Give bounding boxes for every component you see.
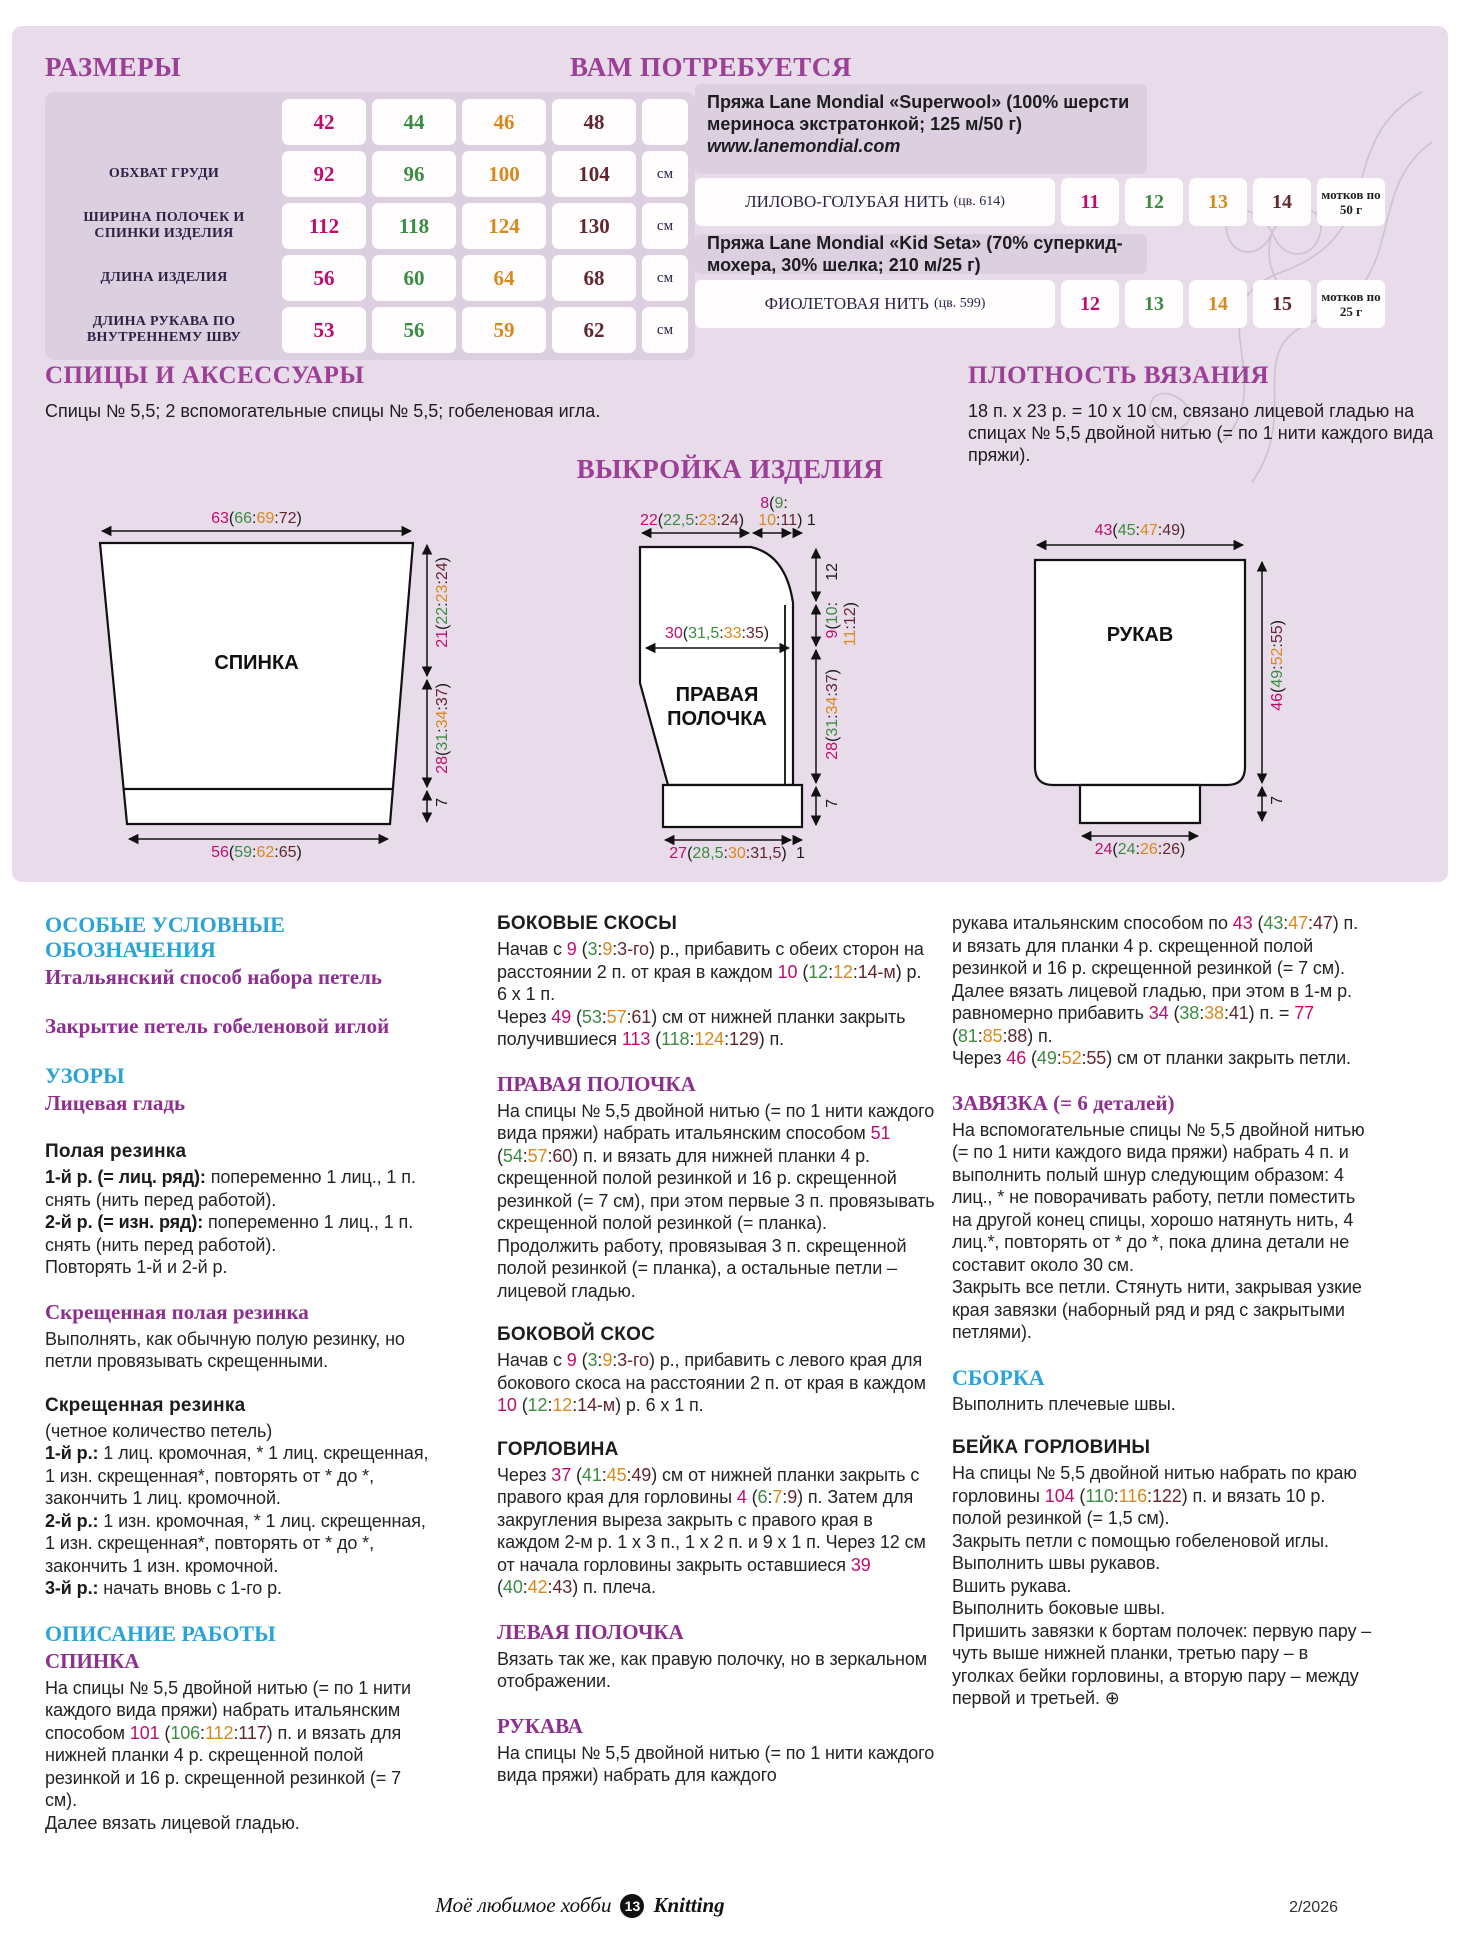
text-segment: 113 [621,1029,651,1049]
text-segment: 14-м [577,1395,616,1415]
needles-section-title: СПИЦЫ И АКСЕССУАРЫ [45,362,365,389]
unit-cell: см [642,307,688,353]
text-segment: 24 [1117,841,1136,858]
size-value: 68 [552,255,636,301]
text-segment: 1-й р.: [45,1443,99,1463]
text-segment: 31,5 [688,625,720,642]
size-value: 62 [552,307,636,353]
text-segment: 37 [824,674,841,693]
column-heading: СБОРКА [952,1364,1045,1390]
column-paragraph: Через 46 (49:52:55) см от планки закрыть петли. [952,1048,1351,1068]
size-value: 64 [462,255,546,301]
column-paragraph: Вязать так же, как правую полочку, но в зеркальном отображении. [497,1648,928,1691]
text-segment: 69 [256,510,275,527]
table-row [52,203,688,249]
yarn-description [695,84,1147,174]
column-heading: БОКОВЫЕ СКОСЫ [497,913,678,934]
text-segment: 30 [664,625,683,642]
text-segment: 57 [606,1006,627,1027]
front-neck-measure-line2: 10:11) 1 [758,512,816,529]
front-top-measure: 22(22,5:23:24) [639,512,745,529]
text-segment: 24 [1094,841,1113,858]
row-label: ШИРИНА ПОЛОЧЕК И СПИНКИ ИЗДЕЛИЯ [83,210,245,241]
size-value: 130 [552,203,636,249]
text-segment: 110 [1085,1485,1114,1506]
text-segment: 1-й р. (= лиц. ряд): [45,1167,206,1187]
sizes-header-row [52,99,688,145]
text-segment: 2-й р.: [45,1510,99,1531]
spacer [952,1415,1372,1436]
text-segment: 12 [808,961,829,982]
spacer [45,1373,437,1394]
sleeve-schematic [1030,520,1330,865]
spacer [952,1344,1372,1365]
skein-unit: мотков по 25 г [1317,280,1385,328]
size-value: 118 [372,203,456,249]
spacer [45,993,437,1014]
size-value: 42 [282,99,366,145]
text-segment: 34 [1148,1003,1169,1023]
text-segment: 39 [850,1554,871,1575]
sizes-header-label [52,99,276,145]
text-segment: 3-го [617,939,649,959]
text-segment: 6 [757,1487,768,1507]
text-segment: 129 [728,1029,759,1049]
yarn-website-url: www.lanemondial.com [707,136,901,156]
skein-count: 12 [1125,178,1183,226]
sleeve-top-measure: 43(45:47:49) [1094,522,1186,539]
text-segment: 31 [824,718,841,737]
column-paragraph: На спицы № 5,5 двойной нитью (= по 1 нити каждого вида пряжи) набрать итальянским способом 51 (54:57:60) п. и вязать для нижней планки 4 р. скрещенной полой резинкой и 16 р. скрещенной резинкой (= 7 см), при этом первые 3 п. провязывать скрещенной полой резинкой (= планка). [497,1100,935,1233]
text-segment: 116 [1118,1485,1148,1506]
column-paragraph: Далее вязать лицевой гладью. [45,1812,300,1833]
text-segment: 47 [1288,913,1308,933]
needles-text: Спицы № 5,5; 2 вспомогательные спицы № 5,5; гобеленовая игла. [45,401,601,421]
back-bottom-measure: 56(59:62:65) [211,844,302,861]
text-segment: 3 [587,939,598,959]
column-paragraph: 3-й р.: начать вновь с 1-го р. [45,1578,282,1598]
size-value: 46 [462,99,546,145]
sleeve-piece-outline [1035,560,1245,785]
table-row [52,255,688,301]
text-segment: 49 [1162,522,1181,539]
column-paragraph: Выполнить боковые швы. [952,1598,1166,1618]
text-segment: 49 [631,1464,652,1485]
column-paragraph: Повторять 1-й и 2-й р. [45,1257,228,1277]
spacer [952,1070,1372,1091]
row-label: ОБХВАТ ГРУДИ [108,166,220,181]
size-value: 56 [282,255,366,301]
back-top-measure: 63(66:69:72) [211,510,302,527]
text-segment: 10 [758,512,777,529]
text-segment: 34 [434,710,451,729]
size-value: 112 [282,203,366,249]
size-value: 96 [372,151,456,197]
text-segment: 11 [780,512,798,529]
skein-count: 13 [1189,178,1247,226]
right-front-schematic [628,495,878,867]
skein-count: 12 [1061,280,1119,328]
text-segment: 35 [745,625,764,642]
text-segment: 23 [434,584,451,603]
text-segment: 8 [760,495,770,512]
text-segment: 88 [1007,1025,1028,1046]
yarn-description-text: Пряжа Lane Mondial «Kid Seta» (70% суперкид-мохера, 30% шелка; 210 м/25 г) [707,233,1123,275]
unit-cell: см [642,255,688,301]
text-segment: 43 [1232,913,1253,933]
text-segment: 45 [1117,522,1136,539]
text-segment: 72 [278,510,297,527]
text-segment: 62 [256,844,275,861]
yarn-amount-row [695,280,1385,328]
text-segment: 43 [552,1577,573,1597]
front-hem-band [663,785,802,827]
text-segment: 11 [842,629,859,647]
text-segment: 106 [170,1722,201,1743]
text-segment: 55 [1269,625,1286,644]
text-segment: 118 [661,1029,690,1049]
text-segment: 117 [238,1722,267,1743]
text-column-3 [952,912,1372,1710]
text-segment: 9 [602,1350,613,1370]
size-value: 56 [372,307,456,353]
unit-cell: см [642,151,688,197]
row-label: ДЛИНА РУКАВА ПО ВНУТРЕННЕМУ ШВУ [86,314,242,345]
column-paragraph: Закрыть все петли. Стянуть нити, закрывая узкие края завязки (наборный ряд и ряд с закрытыми петлями). [952,1277,1362,1342]
skein-count: 14 [1253,178,1311,226]
column-paragraph: Далее вязать лицевой гладью, при этом в 1-м р. равномерно прибавить 34 (38:38:41) п. = 77 (81:85:88) п. [952,980,1352,1046]
text-segment: 9 [787,1487,798,1507]
materials-section-title: ВАМ ПОТРЕБУЕТСЯ [570,52,852,82]
spacer [45,1042,437,1063]
sizes-section-title: РАЗМЕРЫ [45,52,182,82]
color-name: ФИОЛЕТОВАЯ НИТЬ [764,294,929,313]
column-paragraph: Через 37 (41:45:49) см от нижней планки закрыть с правого края для горловины 4 (6:7:9) п. Затем для закругления выреза закрыть с правого края в каждом 2-м р. 1 х 3 п., 1 х 2 п. и 9 х 1 п. Через 12 см от начала горловины закрыть оставшиеся 39 (40:42:43) п. плеча. [497,1464,926,1597]
text-segment: 4 [736,1487,747,1507]
text-segment: 3-го [617,1350,649,1370]
size-value: 100 [462,151,546,197]
size-value: 60 [372,255,456,301]
text-segment: 41 [1228,1003,1249,1023]
skein-count: 15 [1253,280,1311,328]
back-armhole-measure: 21(22:23:24) [434,557,451,648]
column-paragraph: 2-й р. (= изн. ряд): попеременно 1 лиц., 1 п. снять (нить перед работой). [45,1212,414,1255]
text-segment: 85 [982,1025,1003,1046]
column-heading: ПРАВАЯ ПОЛОЧКА [497,1071,696,1096]
spacer [497,1599,935,1620]
column-paragraph: 2-й р.: 1 изн. кромочная, * 1 лиц. скрещенная, 1 изн. скрещенная*, повторять от * до *, закончить 1 изн. кромочной. [45,1510,426,1576]
text-segment: 12 [527,1395,548,1415]
cuff-height-measure: 7 [1269,796,1286,805]
text-segment: 53 [581,1006,602,1027]
text-segment: 37 [434,688,451,707]
back-schematic-drawing [55,513,465,873]
text-segment: 42 [527,1577,548,1597]
text-segment: 23 [698,512,717,529]
column-paragraph: Продолжить работу, провязывая 3 п. скрещенной полой резинкой (= планка), а остальные петли – лицевой гладью. [497,1235,907,1301]
size-value: 59 [462,307,546,353]
spacer [45,1600,437,1621]
table-row [52,151,688,197]
column-heading: УЗОРЫ [45,1063,125,1088]
text-segment: 43 [1094,522,1113,539]
front-bottom-measure: 27(28,5:30:31,5) [669,845,787,862]
text-segment: 34 [824,696,841,715]
sleeve-bottom-measure: 24(24:26:26) [1094,841,1186,858]
text-segment: 65 [278,844,297,861]
text-segment: 54 [502,1145,523,1166]
row-label: ДЛИНА ИЗДЕЛИЯ [100,270,228,285]
text-segment: 24 [434,562,451,581]
text-segment: 22,5 [663,512,695,529]
text-segment: 43 [1263,913,1284,933]
front-piece-outline [640,547,793,785]
text-segment: 9 [824,629,841,639]
text-segment: 122 [1151,1485,1182,1506]
column-paragraph: На спицы № 5,5 двойной нитью (= по 1 нити каждого вида пряжи) набрать итальянским способом 101 (106:112:117) п. и вязать для нижней планки 4 р. скрещенной полой резинкой и 16 р. скрещенной резинкой (= 7 см). [45,1677,411,1810]
column-paragraph: Выполнять, как обычную полую резинку, но петли провязывать скрещенными. [45,1328,405,1371]
text-segment: 3-й р.: [45,1578,99,1598]
color-name: ЛИЛОВО-ГОЛУБАЯ НИТЬ [745,192,949,211]
text-segment: 60 [552,1145,573,1166]
column-paragraph: Пришить завязки к бортам полочек: первую пару – чуть выше нижней планки, третью пару – в уголках бейки горловины, а вторую пару – между первой и третьей. ⊕ [952,1620,1372,1708]
text-segment: 37 [551,1464,572,1485]
text-column-2 [497,912,935,1787]
column-heading: Итальянский способ набора петель [45,965,382,989]
gauge-text: 18 п. x 23 р. = 10 x 10 см, связано лицевой гладью на спицах № 5,5 двойной нитью (= по 1 нити каждого вида пряжи). [968,401,1434,465]
text-segment: 14-м [857,961,896,982]
column-paragraph: 1-й р.: 1 лиц. кромочная, * 1 лиц. скрещенная, 1 изн. скрещенная*, повторять от * до *, закончить 1 лиц. кромочной. [45,1443,429,1508]
column-paragraph: Выполнить швы рукавов. [952,1553,1161,1573]
text-segment: 31 [434,732,451,751]
text-segment: 9 [566,939,577,959]
back-schematic [55,510,465,873]
text-segment: 12 [832,961,853,982]
size-value: 53 [282,307,366,353]
text-segment: 3 [587,1350,598,1370]
text-segment: 28 [434,755,451,774]
text-column-1 [45,912,437,1834]
spacer [45,1119,437,1140]
column-heading: РУКАВА [497,1713,583,1738]
text-segment: 10 [777,961,798,982]
column-heading: ГОРЛОВИНА [497,1438,619,1460]
text-segment: 57 [527,1145,548,1166]
issue-number-badge: 13 [620,1894,644,1918]
spacer [497,1302,935,1323]
text-segment: 63 [211,510,229,527]
column-heading: Лицевая гладь [45,1091,186,1115]
front-armhole-measure-line1: 9(10: [824,602,841,639]
column-paragraph: Начав с 9 (3:9:3-го) р., прибавить с левого края для бокового скоса на расстоянии 2 п. от края в каждом 10 (12:12:14-м) р. 6 х 1 п. [497,1350,926,1415]
column-paragraph: рукава итальянским способом по 43 (43:47:47) п. и вязать для планки 4 р. скрещенной полой резинкой и 16 р. скрещенной резинкой (= 7 см). [952,913,1359,978]
column-paragraph: Через 49 (53:57:61) см от нижней планки закрыть получившиеся 113 (118:124:129) п. [497,1006,906,1049]
yarn-amount-row [695,178,1385,226]
front-armhole-measure-line2: 11:12) [842,602,859,647]
size-value: 124 [462,203,546,249]
back-piece-outline [100,543,413,824]
yarn-color-name [695,178,1055,226]
text-segment: 45 [606,1464,627,1485]
spacer [497,1051,935,1072]
magazine-name: Моё любимое хобби [435,1893,612,1917]
text-segment: 52 [1269,647,1286,666]
text-segment: 40 [502,1577,523,1597]
color-shade: (цв. 599) [933,296,986,311]
spacer [45,1279,437,1300]
text-segment: 27 [669,845,688,862]
column-paragraph: Начав с 9 (3:9:3-го) р., прибавить с обеих сторон на расстоянии 2 п. от края в каждом 10 (12:12:14-м) р. 6 х 1 п. [497,939,924,1004]
top-info-panel [12,26,1448,882]
front-neck-depth-measure: 12 [824,563,841,581]
skein-unit: мотков по 50 г [1317,178,1385,226]
column-heading: ОСОБЫЕ УСЛОВНЫЕ ОБОЗНАЧЕНИЯ [45,912,285,962]
text-segment: 10 [824,606,841,625]
size-value: 104 [552,151,636,197]
back-piece-label: СПИНКА [214,652,299,674]
text-segment: 104 [1044,1485,1075,1506]
text-segment: 49 [1036,1048,1057,1068]
sleeve-cuff [1080,785,1200,823]
column-paragraph: 1-й р. (= лиц. ряд): попеременно 1 лиц., 1 п. снять (нить перед работой). [45,1167,416,1210]
column-heading: БОКОВОЙ СКОС [497,1324,655,1345]
column-paragraph: На вспомогательные спицы № 5,5 двойной нитью (= по 1 нити каждого вида пряжи) набрать 4 п. и выполнить полый шнур следующим образом: 4 лиц., * не поворачивать работу, петли поместить на другой конец спицы, хорошо натянуть нить, 4 лиц.*, повторять от * до *, пока длина детали не составит около 30 см. [952,1119,1365,1275]
text-segment: 31,5 [750,845,782,862]
column-paragraph: На спицы № 5,5 двойной нитью (= по 1 нити каждого вида пряжи) набрать для каждого [497,1742,935,1785]
text-segment: 28 [824,741,841,760]
column-heading: БЕЙКА ГОРЛОВИНЫ [952,1437,1151,1458]
column-paragraph: Выполнить плечевые швы. [952,1393,1176,1414]
text-segment: 56 [211,844,229,861]
text-segment: 7 [772,1487,783,1507]
skein-count: 13 [1125,280,1183,328]
sizes-table [45,92,695,360]
text-segment: 49 [1269,669,1286,688]
footer [0,1893,1160,1918]
text-segment: 12 [842,607,859,626]
text-segment: 51 [870,1123,891,1143]
text-segment: 26 [1140,841,1158,858]
size-value: 44 [372,99,456,145]
unit-cell: см [642,203,688,249]
text-segment: 9 [602,939,613,959]
text-segment: 21 [434,629,451,648]
text-segment: 28,5 [692,845,724,862]
column-heading: ЗАВЯЗКА (= 6 деталей) [952,1090,1175,1115]
text-segment: 124 [694,1029,725,1049]
text-segment: 59 [234,844,253,861]
size-value: 92 [282,151,366,197]
yarn-description [695,234,1147,274]
text-segment: 9 [566,1350,577,1370]
skein-count: 11 [1061,178,1119,226]
column-paragraph: Вшить рукава. [952,1575,1072,1596]
column-heading: Полая резинка [45,1141,187,1162]
text-segment: 77 [1294,1003,1315,1023]
text-segment: 38 [1179,1003,1200,1023]
text-segment: 22 [639,512,658,529]
column-paragraph: (четное количество петель) [45,1420,273,1441]
text-segment: 2-й р. (= изн. ряд): [45,1212,204,1232]
unit-cell-empty [642,99,688,145]
front-band-measure: 7 [824,799,841,808]
skein-count: 14 [1189,280,1247,328]
text-segment: 46 [1006,1048,1027,1068]
text-segment: 46 [1269,692,1286,711]
sleeve-piece-label: РУКАВ [1106,624,1174,646]
text-segment: 66 [234,510,253,527]
color-shade: (цв. 614) [953,194,1005,209]
yarn-description-text: Пряжа Lane Mondial «Superwool» (100% шерсти мериноса экстратонкой; 125 м/50 г) [707,92,1130,134]
text-segment: 22 [434,606,451,625]
front-bottom-extra-measure: 1 [796,845,805,862]
spacer [497,1417,935,1438]
spacer [497,1693,935,1714]
text-segment: 112 [204,1722,234,1743]
column-heading: Закрытие петель гобеленовой иглой [45,1014,390,1038]
column-heading: Скрещенная резинка [45,1394,246,1416]
front-chest-measure: 30(31,5:33:35) [664,625,770,642]
front-neck-measure-line1: 8(9: [760,495,788,512]
table-row [52,307,688,353]
column-heading: Скрещенная полая резинка [45,1299,309,1324]
schematic-section-title: ВЫКРОЙКА ИЗДЕЛИЯ [576,454,884,484]
yarn-color-name [695,280,1055,328]
back-band-measure: 7 [434,798,451,807]
sleeve-length-measure: 46(49:52:55) [1269,620,1286,711]
text-segment: 9 [774,495,784,512]
magazine-brand: Knitting [653,1893,725,1917]
text-segment: 12 [552,1395,573,1415]
size-value: 48 [552,99,636,145]
column-heading: СПИНКА [45,1648,140,1673]
text-segment: 61 [631,1006,652,1027]
text-segment: 47 [1312,913,1333,933]
text-segment: 41 [581,1464,602,1485]
text-segment: 38 [1204,1003,1224,1023]
column-heading: ЛЕВАЯ ПОЛОЧКА [497,1619,684,1644]
back-body-measure: 28(31:34:37) [434,683,451,774]
text-segment: 55 [1086,1048,1107,1068]
text-segment: 26 [1162,841,1181,858]
text-segment: 47 [1140,522,1158,539]
text-segment: 52 [1061,1048,1082,1068]
front-piece-label: ПРАВАЯ ПОЛОЧКА [667,684,767,730]
text-segment: 24 [720,512,739,529]
front-body-measure: 28(31:34:37) [824,669,841,760]
gauge-section-title: ПЛОТНОСТЬ ВЯЗАНИЯ [968,362,1270,389]
column-heading: ОПИСАНИЕ РАБОТЫ [45,1620,276,1646]
text-segment: 81 [957,1025,978,1046]
text-segment: 30 [728,845,746,862]
column-paragraph: На спицы № 5,5 двойной нитью набрать по краю горловины 104 (110:116:122) п. и вязать 10 р. полой резинкой (= 1,5 см). [952,1463,1357,1528]
text-segment: 49 [551,1006,572,1027]
text-segment: 101 [129,1722,160,1743]
edition-number: 2/2026 [1289,1899,1338,1916]
text-segment: 10 [497,1395,517,1415]
column-paragraph: Закрыть петли с помощью гобеленовой иглы. [952,1530,1329,1551]
text-segment: 33 [723,625,742,642]
